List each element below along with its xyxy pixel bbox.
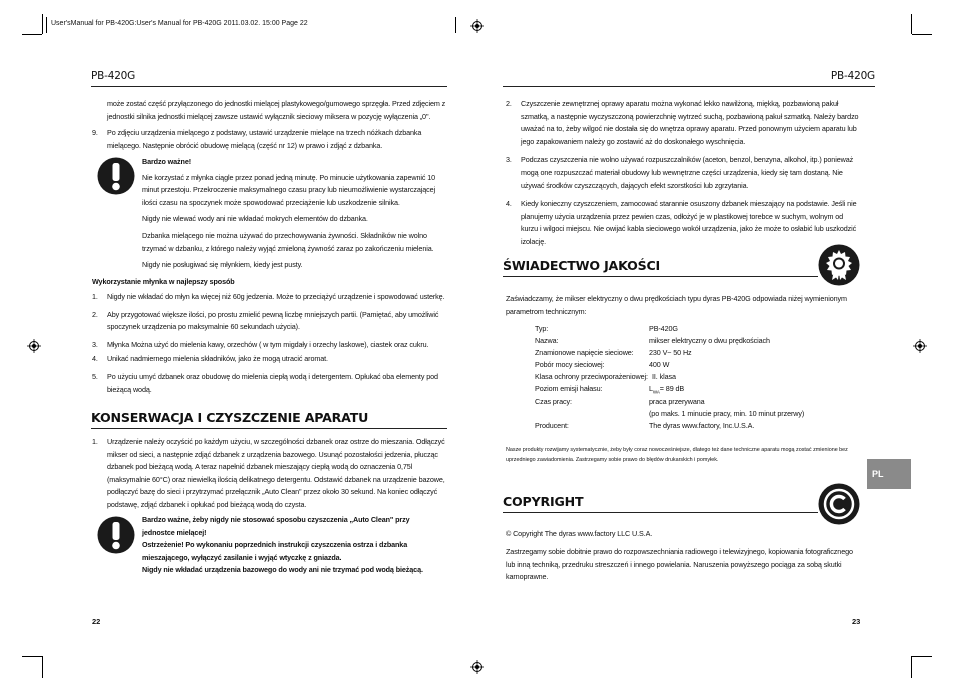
spec-value-main: L <box>649 384 653 393</box>
text-line: Nigdy nie wlewać wody ani nie wkładać mokrych elementów do dzbanka. <box>142 214 368 224</box>
section-title-cleaning <box>91 410 447 429</box>
quality-intro <box>506 293 861 318</box>
text-line: używać środków czyszczących, dających efekt szorstkości lub zgrzytania. <box>521 180 749 190</box>
text-line: Nigdy nie posługiwać się młynkiem, kiedy jest pusty. <box>142 260 303 270</box>
list-item <box>92 371 452 396</box>
list-item <box>92 291 452 304</box>
list-item <box>92 309 452 334</box>
spec-value: mikser elektryczny o dwu prędkościach <box>649 336 770 345</box>
section-title: ŚWIADECTWO JAKOŚCI <box>503 258 660 273</box>
table-row <box>535 359 865 371</box>
quality-seal-icon <box>818 244 860 286</box>
text-line: jednostki silnika jednostki mielącej zawsze ustawić wyłącznik sieciowy miksera w pozycję wyłączenia „0". <box>107 111 431 121</box>
text-line: Bardzo ważne, żeby nigdy nie stosować sposobu czyszczenia „Auto Clean" przy <box>142 515 410 524</box>
section-title: COPYRIGHT <box>503 494 584 509</box>
text-line: mogą one rozpuszczać materiał obudowy lub wewnętrzne części urządzenia, kiedy się tam dostaną. Nie <box>521 167 843 177</box>
spec-label: Nazwa: <box>535 336 559 345</box>
list-number: 3. <box>92 339 98 349</box>
left-intro <box>107 98 452 123</box>
text-line: mielącego. Następnie obrócić obudowę mielącą (część nr 12) w prawo i zdjąć z dzbanka. <box>107 140 383 150</box>
spec-label: Znamionowe napięcie sieciowe: <box>535 348 634 357</box>
section-title: KONSERWACJA I CZYSZCZENIE APARATU <box>91 410 369 425</box>
text-line: Aby przygotować większe ilości, po prostu zmielić pewną liczbę mniejszych partii. (Pamiętać, aby umożliwić <box>107 309 439 319</box>
table-row <box>535 396 865 408</box>
right-model: PB-420G <box>830 70 875 82</box>
spec-label: Producent: <box>535 421 569 430</box>
text-line: karnoprawne. <box>506 572 549 582</box>
language-tab <box>867 459 911 489</box>
table-row <box>535 420 865 432</box>
spec-label: Pobór mocy sieciowej: <box>535 360 605 369</box>
list-item <box>506 98 861 148</box>
text-line: planujemy użycia urządzenia przez pewien czas, odłożyć je w plastikowej torebce w suchym, wolnym od <box>521 211 844 221</box>
registration-mark-icon <box>470 660 484 674</box>
print-header <box>46 17 456 33</box>
list-number: 1. <box>92 437 98 446</box>
text-line: Po użyciu umyć dzbanek oraz obudowę do mielenia ciepłą wodą i detergentem. Opłukać oba elementy pod <box>107 371 438 381</box>
list-number: 1. <box>92 292 98 301</box>
spec-label: Klasa ochrony przeciwporażeniowej: <box>535 372 648 381</box>
right-cleaning-list <box>506 98 861 249</box>
list-number: 2. <box>92 309 98 319</box>
table-row <box>535 371 865 383</box>
warning-block-1 <box>142 156 452 272</box>
warning-title: Bardzo ważne! <box>142 157 192 166</box>
text-line: minut przestoju. Przekroczenie maksymalnego czasu pracy lub nieumożliwienie wystarczającej <box>142 185 436 195</box>
text-line: Nie korzystać z młynka ciągle przez ponad jedną minutę. Po minucie użytkowania zapewnić 10 <box>142 172 436 182</box>
best-use-title: Wykorzystanie młynka w najlepszy sposób <box>92 277 235 286</box>
list-item <box>92 353 452 366</box>
text-line: podłączyć bazę do sieci i przytrzymać przełącznik „Auto Clean" przez około 30 sekund. Na koniec odłączyć <box>107 487 438 497</box>
list-number: 2. <box>506 99 512 108</box>
text-line: Nasze produkty rozwijamy systematycznie, żeby były coraz nowocześniejsze, dlatego też dane techniczne aparatu mogą zostać zmienione bez <box>506 447 848 453</box>
cleaning-step-1 <box>92 436 452 512</box>
exclamation-icon <box>97 157 135 195</box>
text-line: szmatką, a następnie wyczyszczoną powierzchnię wytrzeć suchą, pozbawioną pakuł szmatką. Należy bardzo <box>521 111 859 121</box>
text-line: ilości czasu na spoczynek może spowodować przeciążenie lub uszkodzenie silnika. <box>142 197 400 207</box>
spec-label: Czas pracy: <box>535 397 572 406</box>
text-line: Unikać nadmiernego mielenia składników, jako że mogą utracić aromat. <box>107 354 328 364</box>
spec-value-rest: = 89 dB <box>659 384 685 393</box>
list-item <box>506 198 861 248</box>
list-number: 5. <box>92 371 98 381</box>
spec-value-sub: WA <box>652 389 660 395</box>
spec-label: Poziom emisji hałasu: <box>535 384 603 393</box>
copyright-icon <box>818 483 860 525</box>
text-line: bieżącą wodą. <box>107 384 152 394</box>
list-number: 3. <box>506 155 512 165</box>
text-line: spoczynek urządzenia po maksymalnie 60 sekundach użycia). <box>107 322 300 332</box>
list-number: 4. <box>92 354 98 364</box>
exclamation-icon <box>97 516 135 554</box>
spec-value: 400 W <box>649 360 670 369</box>
text-line: kurzu i wilgoci miejscu. Nie owijać kabla sieciowego wokół urządzenia, jako że może to osłabić lub uszkodzić <box>521 224 857 234</box>
registration-mark-icon <box>27 339 41 353</box>
text-line: Dzbanka mielącego nie można używać do przechowywania żywności. Składników nie wolno <box>142 230 427 240</box>
spec-label: Typ: <box>535 324 549 333</box>
right-model-header <box>503 70 875 87</box>
spec-value: 230 V~ 50 Hz <box>649 348 692 357</box>
list-number: 4. <box>506 199 512 209</box>
text-line: parametrom technicznym: <box>506 306 587 316</box>
text-line: izolację. <box>521 236 547 246</box>
text-line: może zostać część przyłączonego do jednostki mielącej plastykowego/gumowego sprzęgła. Przed zdjęciem z <box>107 99 446 108</box>
spec-value: PB-420G <box>649 324 678 333</box>
text-line: Kiedy konieczny czyszczeniem, zamocować starannie osuszony dzbanek mieszający na podstawie. Jeśli nie <box>521 199 857 209</box>
best-use-list <box>92 291 452 396</box>
registration-mark-icon <box>470 19 484 33</box>
text-line: uważać na to, żeby wilgoć nie dostała się do wnętrza oprawy aparatu. Przed ponownym użyciem aparatu lub <box>521 124 857 134</box>
copyright-text <box>506 546 866 584</box>
text-line: Ostrzeżenie! Po wykonaniu poprzednich instrukcji czyszczenia ostrza i dzbanka <box>142 540 408 550</box>
text-line: jednostce mielącej! <box>142 527 207 537</box>
table-row <box>535 347 865 359</box>
text-line: mieszającego, wyłączyć zasilanie i wyjąć wtyczkę z gniazda. <box>142 552 342 562</box>
text-line: uprzedniego zawiadomienia. Zastrzegamy sobie prawo do błędów drukarskich i pomyłek. <box>506 457 719 463</box>
list-item <box>92 339 452 352</box>
spec-value: II. klasa <box>652 372 676 381</box>
left-page-number: 22 <box>92 617 101 626</box>
text-line: Czyszczenie zewnętrznej oprawy aparatu można wykonać lekko nawilżoną, miękką, pozbawioną pakuł <box>521 99 839 108</box>
text-line: Zaświadczamy, że mikser elektryczny o dwu prędkościach typu dyras PB-420G odpowiada niżej wymienionym <box>506 294 847 303</box>
left-model: PB-420G <box>91 70 136 82</box>
section-title-quality <box>503 258 818 277</box>
print-header-text: User'sManual for PB-420G:User's Manual for PB-420G 2011.03.02. 15:00 Page 22 <box>51 20 308 27</box>
step-9 <box>92 127 452 152</box>
text-line: Urządzenie należy oczyścić po każdym użyciu, w szczególności dzbanek oraz ostrze do mieszania. Odłączyć <box>107 437 445 446</box>
text-line: Nigdy nie wkładać urządzenia bazowego do wody ani nie trzymać pod wodą bieżącą. <box>142 565 423 575</box>
text-line: dzbanek pod bieżącą wodą. A teraz napełnić dzbanek mieszający ciepłą wodą do oznaczenia 0,75l <box>107 462 413 472</box>
text-line: jego zapakowaniem należy go zostawić aż do doskonałego wyschnięcia. <box>521 136 746 146</box>
copyright-line: © Copyright The dyras www.factory LLC U.S.A. <box>506 529 653 538</box>
list-item <box>506 154 861 192</box>
spec-value: (po maks. 1 minucie pracy, min. 10 minut przerwy) <box>649 409 805 418</box>
text-line: Młynka Można użyć do mielenia kawy, orzechów ( w tym migdały i orzechy laskowe), ciastek oraz cukru. <box>107 339 429 349</box>
text-line: trzymać w dzbanku, z którego należy wyjąć zmieloną żywność zaraz po zakończeniu mielenia. <box>142 243 434 253</box>
table-row <box>535 408 865 420</box>
text-line: (maksymalnie 60°C) oraz niewielką ilością delikatnego detergentu. Odstawić dzbanek na urządzenie bazowe, <box>107 474 445 484</box>
warning-block-2 <box>142 514 452 577</box>
text-line: Podczas czyszczenia nie wolno używać rozpuszczalników (aceton, benzol, benzyna, alkohol, itp.) ponieważ <box>521 155 854 165</box>
text-line: Po zdjęciu urządzenia mielącego z podstawy, ustawić urządzenie mielące na trzech nóżkach dzbanka <box>107 128 422 137</box>
text-line: lub inną techniką, przedruku streszczeń i innego powielania. Naruszenia powyższego pociąga za sobą skutki <box>506 559 842 569</box>
spec-value: The dyras www.factory, Inc.U.S.A. <box>649 421 755 430</box>
table-row <box>535 335 865 347</box>
left-model-header <box>91 70 447 87</box>
footnote <box>506 445 866 465</box>
right-page-number: 23 <box>852 617 861 626</box>
table-row <box>535 383 865 395</box>
text-line: podstawę, zdjąć dzbanek i opłukać pod bieżącą wodą do czysta. <box>107 499 307 509</box>
text-line: Nigdy nie wkładać do młyn ka więcej niż 60g jedzenia. Może to przeciążyć urządzenie i spowodować usterkę. <box>107 292 445 301</box>
text-line: Zastrzegamy sobie dobitnie prawo do rozpowszechniania radiowego i telewizyjnego, kopiowania fotograficznego <box>506 547 853 556</box>
language-tab-label: PL <box>872 469 884 479</box>
registration-mark-icon <box>913 339 927 353</box>
table-row <box>535 323 865 335</box>
text-line: mikser od sieci, a następnie zdjąć dzbanek z urządzenia bazowego. Usunąć pozostałości jedzenia, płucząc <box>107 449 438 459</box>
section-title-copyright <box>503 494 818 513</box>
step-number: 9. <box>92 128 98 137</box>
spec-value: praca przerywana <box>649 397 705 406</box>
